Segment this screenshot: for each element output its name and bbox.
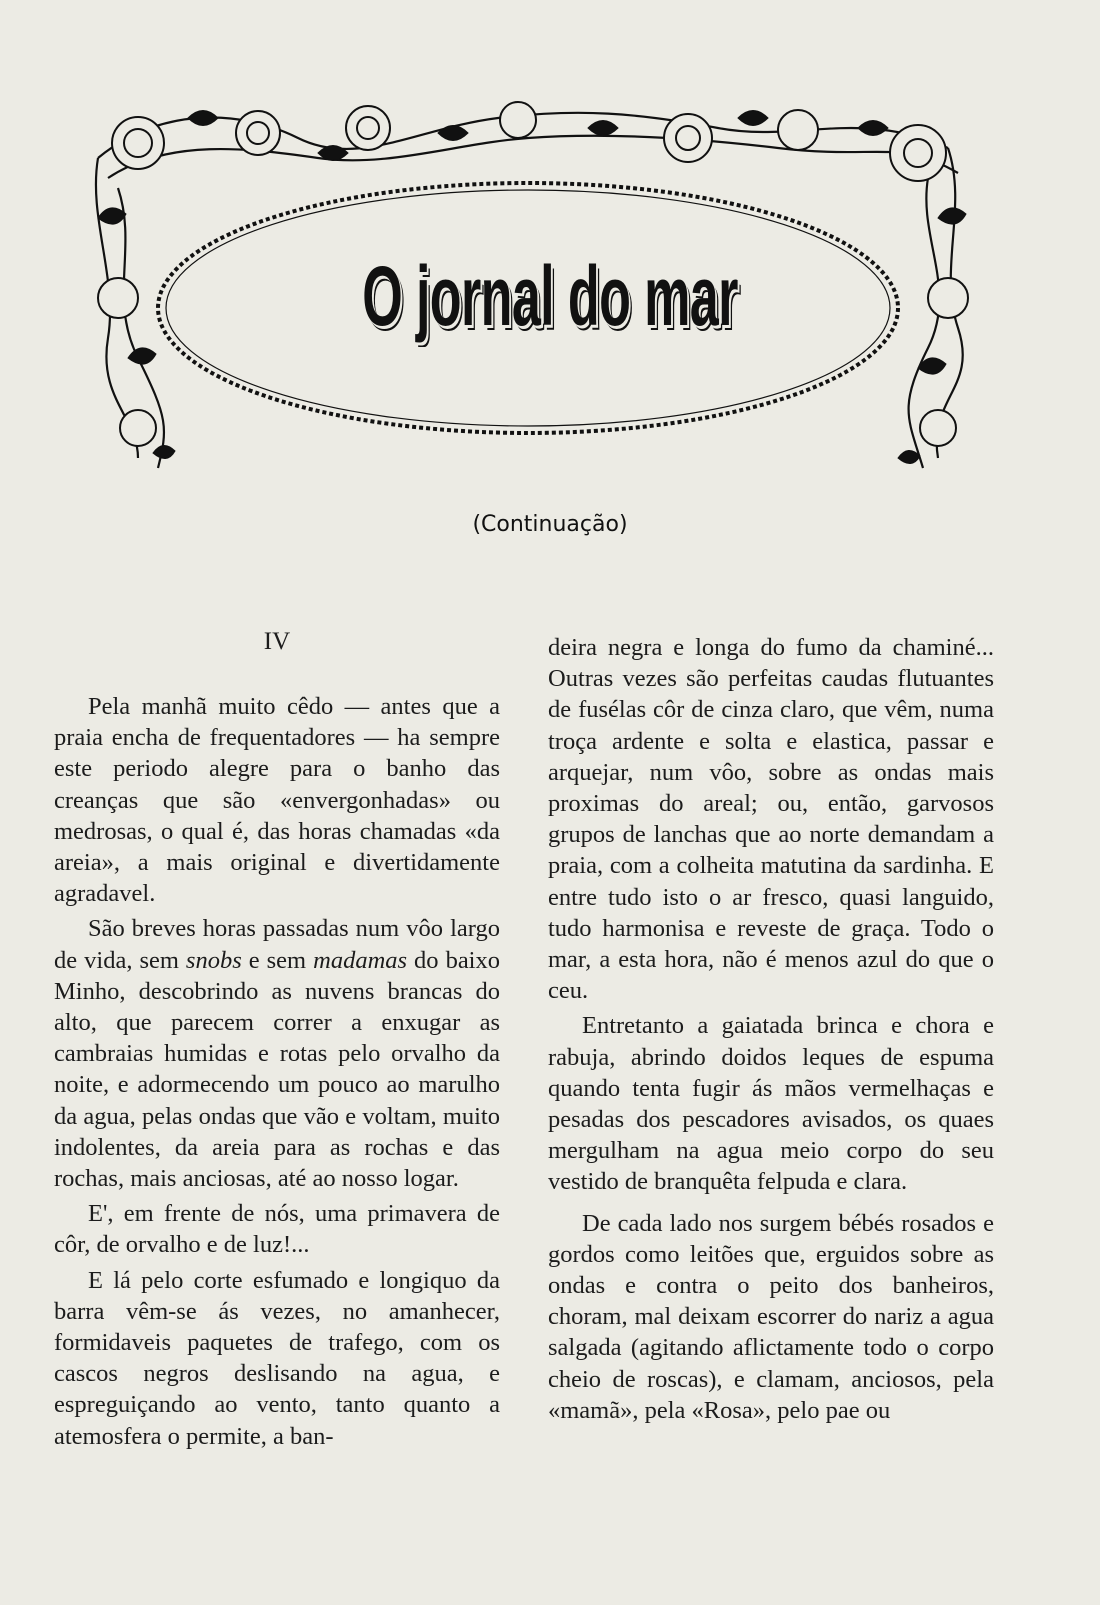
- article-subtitle: (Continuação): [472, 512, 628, 537]
- left-text-column: [54, 626, 500, 1452]
- paragraph: deira negra e longa do fumo da chaminé... Outras vezes são perfeitas caudas flutuantes de fusélas côr de cinza claro, que vêm, numa troça ardente e solta e elastica, passar e arquejar, num vôo, sobre as ondas mais proximas do areal; ou, então, garvosos grupos de lanchas que ao norte demandam a praia, com a colheita matutina da sardinha. E entre tudo isto o ar fresco, quasi languido, tudo harmonisa e reveste de graça. Todo o mar, a esta hora, não é menos azul do que o ceu.: [548, 634, 994, 1005]
- paragraph: [54, 913, 500, 1194]
- article-title: O jornal do mar: [362, 249, 738, 343]
- paragraph: Entretanto a gaiatada brinca e chora e rabuja, abrindo doidos leques de espuma quando tenta fugir ás mãos vermelhaças e pesadas dos pescadores avisados, os quaes mergulham na agua meio corpo do seu vestido de branquêta felpuda e clara.: [548, 1012, 994, 1196]
- italic-word: snobs: [185, 946, 242, 974]
- paragraph: E', em frente de nós, uma primavera de côr, de orvalho e de luz!...: [54, 1200, 500, 1259]
- paragraph-text: do baixo Minho, descobrindo as nuvens brancas do alto, que parecem correr a enxugar as cambraias humidas e rotas pelo orvalho da noite, e adormecendo um pouco ao marulho da agua, pelas ondas que vão e voltam, muito indolentes, da areia para as rochas e das rochas, mais anciosas, até ao nosso logar.: [54, 946, 500, 1193]
- paragraph: Pela manhã muito cêdo — antes que a praia encha de frequentadores — ha sempre este periodo alegre para o banho das creanças que são «envergonhadas» ou medrosas, o qual é, das horas chamadas «da areia», a mais original e divertidamente agradavel.: [54, 693, 500, 908]
- right-text-column: [548, 632, 994, 1426]
- paragraph: De cada lado nos surgem bébés rosados e gordos como leitões que, erguidos sobre as ondas e contra o peito dos banheiros, choram, mal deixam escorrer do nariz a agua salgada (agitando aflictamente todo o corpo cheio de roscas), e clamam, anciosos, pela «mamã», pela «Rosa», pelo pae ou: [548, 1209, 994, 1424]
- paragraph-text: e sem: [241, 946, 314, 974]
- paragraph-text: São breves horas passadas num vôo largo de vida, sem: [54, 915, 500, 974]
- paragraph: E lá pelo corte esfumado e longiquo da barra vêm-se ás vezes, no amanhecer, formidaveis paquetes de trafego, com os cascos negros deslisando na agua, e espreguiçando ao vento, tanto quanto a atemosfera o permite, a ban-: [54, 1266, 500, 1450]
- section-number: IV: [263, 628, 291, 655]
- italic-word: madamas: [313, 946, 408, 974]
